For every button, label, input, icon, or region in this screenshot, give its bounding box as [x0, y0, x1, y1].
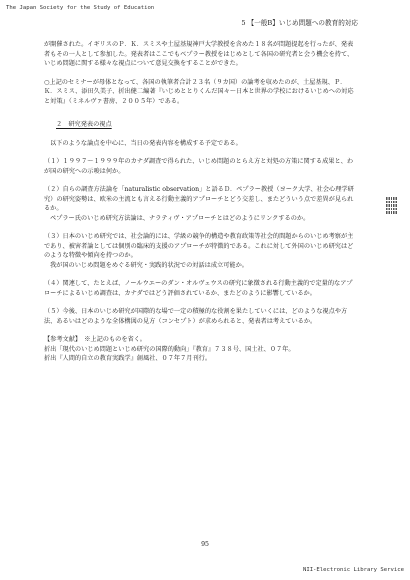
references-heading: 【参考文献】 ※上記のものを省く。: [44, 336, 146, 343]
note-paragraph: ○上記のセミナーが母体となって、各国の執筆者合計２３名（９カ国）の論考を収めたのが、土屋基規、Ｐ．Ｋ．スミス、添田久美子、折出健二編著『いじめととりくんだ国々～日本と世界の学校におけるいじめへの対応と対策』（ミネルヴァ書房、２００５年）である。: [44, 78, 354, 105]
point-3: （３）日本のいじめ研究では、社会論的には、学級の競争的構造や教育政策等社会的間題からのいじめ考察が主であり、被害者論としては個別の臨床的支援のアプローチが特徴的である。これに対して外国のいじめ研究はどのような特徴や傾向を持つのか。: [44, 233, 354, 259]
scan-margin-mark: [386, 197, 398, 214]
point-5: （５）今後、日本のいじめ研究が国際的な場で一定の積極的な役割を果たしていくには、どのような視点や方法、あるいはどのような全体構図の見方（コンセプト）が求められると、発表者は考えているか。: [44, 308, 348, 325]
section-header: 5 【一般B】いじめ問題への教育的対応: [241, 19, 358, 27]
lead-paragraph: 以下のような論点を中心に、当日の発表内容を構成する予定である。: [50, 139, 242, 147]
page-number: 95: [201, 541, 209, 548]
library-footer: NII-Electronic Library Service: [302, 567, 404, 573]
section-heading: ２ 研究発表の視点: [56, 121, 112, 128]
society-header: The Japan Society for the Study of Education: [6, 5, 155, 11]
point-1: （１）１９９７～１９９９年のカナダ調査で得られた、いじめ問題のとらえ方と対処の方策に関する成果と、わが国の研究への示唆は何か。: [44, 158, 354, 175]
page-content: [44, 40, 356, 364]
point-4: （４）関連して、たとえば、ノールウエーのダン・オルヴェウスの研究に象徴される行動主義的で定量的なアプローチによるいじめ調査は、カナダではどう評価されているか、またどのように影響しているか。: [44, 280, 353, 297]
reference-2: 折出『人間的自立の教育実践学』創風社、０７年７月刊行。: [44, 355, 212, 362]
reference-1: 折出「現代のいじめ問題といじめ研究の国際的動向」『教育』７３８号、国土社、０７年。: [44, 345, 295, 353]
intro-paragraph: が開催された。イギリスのＰ．Ｋ．スミスや土屋基規神戸大学教授を含めた１８名が問題提起を行ったが、発表者もその一人として参加した。発表者はここでもベプラー教授をはじめとして各国の研究者と会う機会を持て、いじめ問題に関する様々な視点について意見交換をすることができた。: [44, 41, 354, 67]
point-3-sub: 我が国のいじめ問題をめぐる研究・実践的状況での対話は成立可能か。: [50, 261, 248, 269]
point-2: （２）自らの調査方法論を「naturalistic observation」と語るＤ．ペプラー教授（ヨーク大学、社会心理学研究）の研究姿勢は、欧米の主流とも言える行動主義的アプローチとどう交差し、またどういう点で差異が見られるか。: [44, 186, 354, 212]
point-2-sub: ペプラー氏のいじめ研究方法論は、ナラティヴ・アプローチとはどのようにリンクするのか。: [50, 214, 310, 222]
